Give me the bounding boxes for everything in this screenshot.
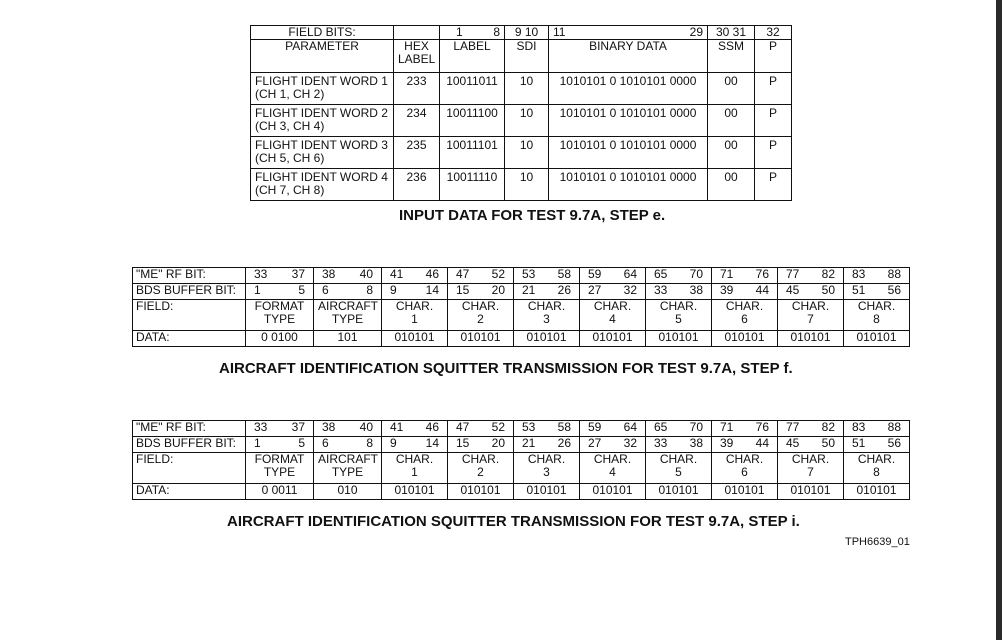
bds-buffer-bit-row-cell: 6 8 xyxy=(314,437,382,453)
field-cell: CHAR. 4 xyxy=(580,453,646,484)
table-row xyxy=(251,169,792,201)
data-row xyxy=(133,484,910,500)
data-cell: 010101 xyxy=(646,331,712,347)
data-cell: 0 0100 xyxy=(246,331,314,347)
cell-p: P xyxy=(755,73,792,105)
bds-buffer-bit-row-cell: 51 56 xyxy=(844,284,910,300)
data-cell: 010101 xyxy=(844,331,910,347)
field-cell: CHAR. 8 xyxy=(844,453,910,484)
bds-buffer-bit-row-cell: 1 5 xyxy=(246,437,314,453)
data-row-label: DATA: xyxy=(133,484,246,500)
me-rf-bit-row-cell: 77 82 xyxy=(778,421,844,437)
field-cell: CHAR. 4 xyxy=(580,300,646,331)
data-cell: 010101 xyxy=(580,484,646,500)
data-cell: 101 xyxy=(314,331,382,347)
me-rf-bit-row-cell: 83 88 xyxy=(844,421,910,437)
cell-label: 10011011 xyxy=(440,73,505,105)
bds-buffer-bit-row-cell: 27 32 xyxy=(580,437,646,453)
me-rf-bit-row-cell: 41 46 xyxy=(382,421,448,437)
table-row xyxy=(251,73,792,105)
cell-binary-data: 1010101 0 1010101 0000 xyxy=(549,73,708,105)
field-bits-sdi: 9 10 xyxy=(505,26,549,40)
bds-buffer-bit-row xyxy=(133,284,910,300)
data-cell: 010101 xyxy=(778,484,844,500)
squitter-step-f-caption: AIRCRAFT IDENTIFICATION SQUITTER TRANSMISSION FOR TEST 9.7A, STEP f. xyxy=(219,360,793,377)
cell-binary-data: 1010101 0 1010101 0000 xyxy=(549,169,708,201)
data-cell: 010101 xyxy=(712,484,778,500)
data-cell: 010101 xyxy=(514,331,580,347)
me-rf-bit-row-label: "ME" RF BIT: xyxy=(133,421,246,437)
field-cell: CHAR. 3 xyxy=(514,300,580,331)
me-rf-bit-row-cell: 71 76 xyxy=(712,421,778,437)
squitter-step-i-caption: AIRCRAFT IDENTIFICATION SQUITTER TRANSMISSION FOR TEST 9.7A, STEP i. xyxy=(227,513,800,530)
header-sdi: SDI xyxy=(505,40,549,73)
cell-hex-label: 236 xyxy=(394,169,440,201)
field-cell: CHAR. 2 xyxy=(448,453,514,484)
bds-buffer-bit-row-cell: 39 44 xyxy=(712,284,778,300)
bds-buffer-bit-row-cell: 39 44 xyxy=(712,437,778,453)
bds-buffer-bit-row-cell: 15 20 xyxy=(448,437,514,453)
field-cell: CHAR. 1 xyxy=(382,453,448,484)
cell-p: P xyxy=(755,169,792,201)
data-cell: 010101 xyxy=(448,484,514,500)
field-cell: CHAR. 1 xyxy=(382,300,448,331)
field-cell: CHAR. 7 xyxy=(778,453,844,484)
field-bits-ssm: 30 31 xyxy=(708,26,755,40)
bds-buffer-bit-row xyxy=(133,437,910,453)
me-rf-bit-row xyxy=(133,421,910,437)
me-rf-bit-row-cell: 47 52 xyxy=(448,268,514,284)
me-rf-bit-row-cell: 38 40 xyxy=(314,421,382,437)
bds-buffer-bit-row-cell: 33 38 xyxy=(646,284,712,300)
header-p: P xyxy=(755,40,792,73)
cell-ssm: 00 xyxy=(708,73,755,105)
cell-param: FLIGHT IDENT WORD 2 (CH 3, CH 4) xyxy=(251,105,394,137)
me-rf-bit-row-cell: 33 37 xyxy=(246,421,314,437)
field-row xyxy=(133,300,910,331)
field-cell: CHAR. 3 xyxy=(514,453,580,484)
header-label: LABEL xyxy=(440,40,505,73)
cell-hex-label: 234 xyxy=(394,105,440,137)
cell-binary-data: 1010101 0 1010101 0000 xyxy=(549,137,708,169)
bds-buffer-bit-row-cell: 45 50 xyxy=(778,284,844,300)
bds-buffer-bit-row-cell: 6 8 xyxy=(314,284,382,300)
field-cell: AIRCRAFT TYPE xyxy=(314,300,382,331)
cell-hex-label: 233 xyxy=(394,73,440,105)
data-cell: 010101 xyxy=(580,331,646,347)
me-rf-bit-row-cell: 59 64 xyxy=(580,421,646,437)
field-row-label: FIELD: xyxy=(133,453,246,484)
field-bits-hex xyxy=(394,26,440,40)
input-data-rows xyxy=(251,73,792,201)
field-bits-row xyxy=(251,26,792,40)
field-cell: CHAR. 6 xyxy=(712,453,778,484)
input-data-table xyxy=(250,25,792,201)
cell-ssm: 00 xyxy=(708,137,755,169)
cell-p: P xyxy=(755,105,792,137)
window-edge-bar xyxy=(996,0,1002,640)
field-cell: CHAR. 7 xyxy=(778,300,844,331)
me-rf-bit-row-cell: 41 46 xyxy=(382,268,448,284)
header-row xyxy=(251,40,792,73)
cell-param: FLIGHT IDENT WORD 3 (CH 5, CH 6) xyxy=(251,137,394,169)
me-rf-bit-row xyxy=(133,268,910,284)
cell-binary-data: 1010101 0 1010101 0000 xyxy=(549,105,708,137)
me-rf-bit-row-cell: 47 52 xyxy=(448,421,514,437)
me-rf-bit-row-cell: 33 37 xyxy=(246,268,314,284)
field-cell: AIRCRAFT TYPE xyxy=(314,453,382,484)
data-cell: 010101 xyxy=(844,484,910,500)
bds-buffer-bit-row-cell: 27 32 xyxy=(580,284,646,300)
bds-buffer-bit-row-cell: 9 14 xyxy=(382,437,448,453)
data-cell: 010101 xyxy=(382,331,448,347)
bds-buffer-bit-row-cell: 9 14 xyxy=(382,284,448,300)
data-cell: 010101 xyxy=(646,484,712,500)
data-row xyxy=(133,331,910,347)
bds-buffer-bit-row-label: BDS BUFFER BIT: xyxy=(133,284,246,300)
header-binary-data: BINARY DATA xyxy=(549,40,708,73)
me-rf-bit-row-cell: 83 88 xyxy=(844,268,910,284)
data-cell: 010101 xyxy=(382,484,448,500)
data-cell: 010101 xyxy=(514,484,580,500)
header-ssm: SSM xyxy=(708,40,755,73)
data-cell: 0 0011 xyxy=(246,484,314,500)
field-row xyxy=(133,453,910,484)
data-cell: 010101 xyxy=(448,331,514,347)
field-cell: FORMAT TYPE xyxy=(246,300,314,331)
cell-param: FLIGHT IDENT WORD 1 (CH 1, CH 2) xyxy=(251,73,394,105)
figure-id: TPH6639_01 xyxy=(845,536,910,548)
cell-ssm: 00 xyxy=(708,169,755,201)
table-row xyxy=(251,105,792,137)
field-bits-label: FIELD BITS: xyxy=(251,26,394,40)
field-cell: CHAR. 2 xyxy=(448,300,514,331)
cell-p: P xyxy=(755,137,792,169)
me-rf-bit-row-label: "ME" RF BIT: xyxy=(133,268,246,284)
bds-buffer-bit-row-label: BDS BUFFER BIT: xyxy=(133,437,246,453)
me-rf-bit-row-cell: 53 58 xyxy=(514,421,580,437)
bds-buffer-bit-row-cell: 21 26 xyxy=(514,284,580,300)
field-bits-label-range: 1 8 xyxy=(440,26,505,40)
header-hex-label: HEX LABEL xyxy=(394,40,440,73)
me-rf-bit-row-cell: 38 40 xyxy=(314,268,382,284)
table-row xyxy=(251,137,792,169)
cell-sdi: 10 xyxy=(505,137,549,169)
cell-sdi: 10 xyxy=(505,169,549,201)
bds-buffer-bit-row-cell: 33 38 xyxy=(646,437,712,453)
data-row-label: DATA: xyxy=(133,331,246,347)
field-cell: CHAR. 6 xyxy=(712,300,778,331)
bds-buffer-bit-row-cell: 15 20 xyxy=(448,284,514,300)
header-parameter: PARAMETER xyxy=(251,40,394,73)
data-cell: 010101 xyxy=(712,331,778,347)
cell-hex-label: 235 xyxy=(394,137,440,169)
bds-buffer-bit-row-cell: 51 56 xyxy=(844,437,910,453)
data-cell: 010 xyxy=(314,484,382,500)
field-cell: CHAR. 5 xyxy=(646,453,712,484)
field-cell: FORMAT TYPE xyxy=(246,453,314,484)
field-bits-p: 32 xyxy=(755,26,792,40)
cell-label: 10011101 xyxy=(440,137,505,169)
cell-param: FLIGHT IDENT WORD 4 (CH 7, CH 8) xyxy=(251,169,394,201)
cell-ssm: 00 xyxy=(708,105,755,137)
bds-buffer-bit-row-cell: 21 26 xyxy=(514,437,580,453)
field-row-label: FIELD: xyxy=(133,300,246,331)
me-rf-bit-row-cell: 71 76 xyxy=(712,268,778,284)
field-cell: CHAR. 8 xyxy=(844,300,910,331)
bds-buffer-bit-row-cell: 1 5 xyxy=(246,284,314,300)
squitter-table-step-i xyxy=(132,420,910,500)
cell-label: 10011110 xyxy=(440,169,505,201)
me-rf-bit-row-cell: 59 64 xyxy=(580,268,646,284)
data-cell: 010101 xyxy=(778,331,844,347)
me-rf-bit-row-cell: 77 82 xyxy=(778,268,844,284)
cell-sdi: 10 xyxy=(505,105,549,137)
me-rf-bit-row-cell: 53 58 xyxy=(514,268,580,284)
field-cell: CHAR. 5 xyxy=(646,300,712,331)
squitter-table-step-f xyxy=(132,267,910,347)
bds-buffer-bit-row-cell: 45 50 xyxy=(778,437,844,453)
input-table-caption: INPUT DATA FOR TEST 9.7A, STEP e. xyxy=(399,207,666,224)
field-bits-binary-range: 11 29 xyxy=(549,26,708,40)
me-rf-bit-row-cell: 65 70 xyxy=(646,268,712,284)
cell-label: 10011100 xyxy=(440,105,505,137)
cell-sdi: 10 xyxy=(505,73,549,105)
me-rf-bit-row-cell: 65 70 xyxy=(646,421,712,437)
